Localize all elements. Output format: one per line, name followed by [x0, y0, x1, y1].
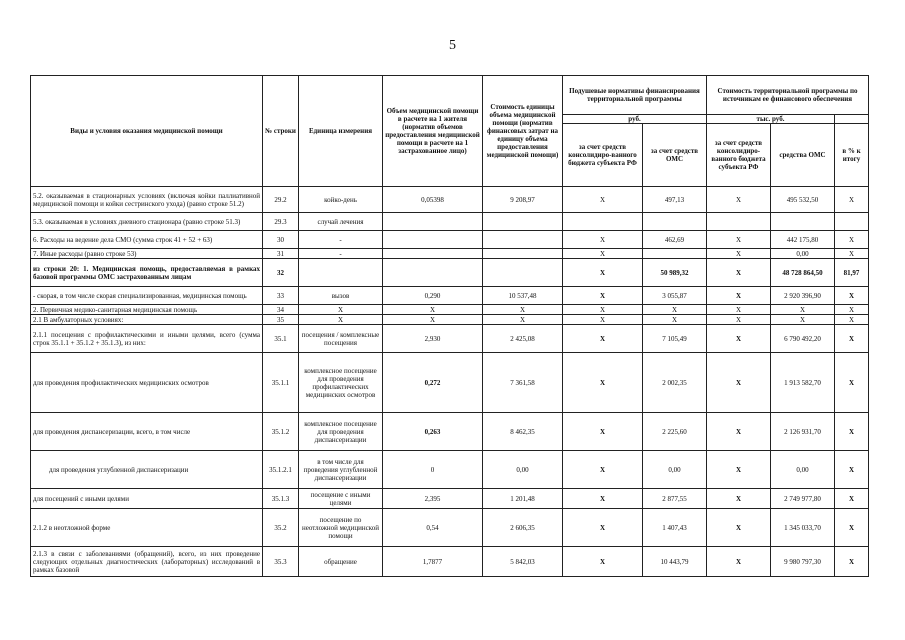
- header-unit-rub: руб.: [563, 115, 707, 124]
- row-volume: 0,263: [383, 413, 483, 451]
- row-norm-oms: 10 443,79: [643, 547, 707, 577]
- header-row-number: № строки: [263, 76, 299, 187]
- row-cost-oms: 2 749 977,80: [771, 489, 835, 509]
- table-row: [31, 413, 869, 451]
- row-number: 31: [263, 249, 299, 259]
- row-cost-oms: 0,00: [771, 249, 835, 259]
- table-row: [31, 213, 869, 231]
- row-norm-oms: 1 407,43: [643, 509, 707, 547]
- row-unit: посещения / комплексные посещения: [299, 325, 383, 353]
- row-volume: 2,395: [383, 489, 483, 509]
- row-norm-budget: [563, 213, 643, 231]
- header-cost-oms: средства ОМС: [771, 124, 835, 187]
- row-cost-oms: X: [771, 315, 835, 325]
- row-cost-oms: 0,00: [771, 451, 835, 489]
- row-norm-budget: X: [563, 489, 643, 509]
- row-percent: X: [835, 547, 869, 577]
- table-row: [31, 249, 869, 259]
- row-name: 7. Иные расходы (равно строке 53): [31, 249, 263, 259]
- row-name: для посещений с иными целями: [31, 489, 263, 509]
- row-percent: X: [835, 315, 869, 325]
- row-cost-budget: X: [707, 547, 771, 577]
- row-norm-oms: [643, 213, 707, 231]
- row-unit: посещение с иными целями: [299, 489, 383, 509]
- row-percent: X: [835, 451, 869, 489]
- row-percent: 81,97: [835, 259, 869, 287]
- header-program-cost: Стоимость территориальной программы по источникам ее финансового обеспечения: [707, 76, 869, 115]
- row-volume: [383, 231, 483, 249]
- row-percent: X: [835, 353, 869, 413]
- row-cost: 5 842,03: [483, 547, 563, 577]
- row-unit: -: [299, 231, 383, 249]
- table-row: [31, 231, 869, 249]
- row-norm-oms: 2 002,35: [643, 353, 707, 413]
- row-norm-oms: 0,00: [643, 451, 707, 489]
- row-number: 35: [263, 315, 299, 325]
- row-cost-budget: X: [707, 509, 771, 547]
- row-number: 35.1.2.1: [263, 451, 299, 489]
- row-number: 35.3: [263, 547, 299, 577]
- row-number: 35.2: [263, 509, 299, 547]
- row-percent: [835, 213, 869, 231]
- table-row: [31, 353, 869, 413]
- row-percent: X: [835, 489, 869, 509]
- row-norm-oms: 3 055,87: [643, 287, 707, 305]
- row-percent: X: [835, 187, 869, 213]
- row-norm-budget: X: [563, 187, 643, 213]
- row-percent: X: [835, 305, 869, 315]
- table-row: [31, 259, 869, 287]
- row-volume: X: [383, 305, 483, 315]
- header-unit-thous-rub: тыс. руб.: [707, 115, 835, 124]
- table-row: [31, 305, 869, 315]
- row-cost: 0,00: [483, 451, 563, 489]
- row-cost: 2 425,08: [483, 325, 563, 353]
- row-percent: X: [835, 231, 869, 249]
- row-percent: X: [835, 287, 869, 305]
- row-number: 35.1.2: [263, 413, 299, 451]
- row-cost: 1 201,48: [483, 489, 563, 509]
- row-percent: X: [835, 413, 869, 451]
- row-cost: 8 462,35: [483, 413, 563, 451]
- row-cost-oms: 442 175,80: [771, 231, 835, 249]
- row-name: из строки 20: 1. Медицинская помощь, предоставляемая в рамках базовой программы ОМС застрахованным лицам: [31, 259, 263, 287]
- row-norm-budget: X: [563, 547, 643, 577]
- row-norm-budget: X: [563, 413, 643, 451]
- row-name: 5.2. оказываемая в стационарных условиях (включая койки паллиативной медицинской помощи и койки сестринского ухода) (равно строке 51.2): [31, 187, 263, 213]
- table-row: [31, 315, 869, 325]
- header-norm-budget: за счет средств консолидиро-ванного бюджета субъекта РФ: [563, 124, 643, 187]
- row-norm-budget: X: [563, 259, 643, 287]
- table-row: [31, 451, 869, 489]
- row-norm-budget: X: [563, 231, 643, 249]
- table-row: [31, 547, 869, 577]
- row-cost-budget: X: [707, 489, 771, 509]
- row-name: 2.1.3 в связи с заболеваниями (обращений), всего, из них проведение следующих отдельных диагностических (лабораторных) исследований в рамках базовой: [31, 547, 263, 577]
- row-name: для проведения профилактических медицинских осмотров: [31, 353, 263, 413]
- row-norm-oms: 7 105,49: [643, 325, 707, 353]
- row-cost: [483, 213, 563, 231]
- row-percent: X: [835, 509, 869, 547]
- row-volume: 2,930: [383, 325, 483, 353]
- row-percent: X: [835, 249, 869, 259]
- row-cost-oms: X: [771, 305, 835, 315]
- row-number: 30: [263, 231, 299, 249]
- row-volume: 0,54: [383, 509, 483, 547]
- row-unit: посещение по неотложной медицинской помощи: [299, 509, 383, 547]
- row-cost: [483, 259, 563, 287]
- header-unit-cost: Стоимость единицы объема медицинской помощи (норматив финансовых затрат на единицу объема предоставления медицинской помощи): [483, 76, 563, 187]
- row-cost: [483, 249, 563, 259]
- row-volume: 1,7877: [383, 547, 483, 577]
- header-per-capita-norms: Подушевые нормативы финансирования территориальной программы: [563, 76, 707, 115]
- row-volume: 0,05398: [383, 187, 483, 213]
- row-norm-budget: X: [563, 509, 643, 547]
- row-number: 29.3: [263, 213, 299, 231]
- funding-table: [30, 75, 869, 577]
- row-volume: 0,290: [383, 287, 483, 305]
- row-cost: X: [483, 305, 563, 315]
- row-cost-budget: X: [707, 413, 771, 451]
- row-norm-oms: [643, 249, 707, 259]
- row-cost-budget: X: [707, 315, 771, 325]
- row-norm-oms: X: [643, 305, 707, 315]
- row-unit: койко-день: [299, 187, 383, 213]
- row-volume: 0,272: [383, 353, 483, 413]
- row-name: 2.1.1 посещения с профилактическими и иными целями, всего (сумма строк 35.1.1 + 35.1.2 + 35.1.3), из них:: [31, 325, 263, 353]
- row-unit: X: [299, 315, 383, 325]
- row-unit: комплексное посещение для проведения диспансеризации: [299, 413, 383, 451]
- table-row: [31, 509, 869, 547]
- row-number: 33: [263, 287, 299, 305]
- table-row: [31, 287, 869, 305]
- row-name: - скорая, в том числе скорая специализированная, медицинская помощь: [31, 287, 263, 305]
- row-norm-oms: 497,13: [643, 187, 707, 213]
- row-volume: [383, 259, 483, 287]
- row-cost-oms: 6 790 492,20: [771, 325, 835, 353]
- row-number: 29.2: [263, 187, 299, 213]
- row-name: 2.1 В амбулаторных условиях:: [31, 315, 263, 325]
- row-name: для проведения диспансеризации, всего, в том числе: [31, 413, 263, 451]
- row-cost-budget: X: [707, 451, 771, 489]
- row-number: 35.1.3: [263, 489, 299, 509]
- row-cost-budget: X: [707, 187, 771, 213]
- header-types: Виды и условия оказания медицинской помощи: [31, 76, 263, 187]
- header-volume: Объем медицинской помощи в расчете на 1 жителя (норматив объемов предоставления медицинской помощи в расчете на 1 застрахованное лицо): [383, 76, 483, 187]
- row-cost-oms: 9 980 797,30: [771, 547, 835, 577]
- row-cost-oms: 2 126 931,70: [771, 413, 835, 451]
- table-row: [31, 187, 869, 213]
- row-number: 35.1.1: [263, 353, 299, 413]
- row-number: 32: [263, 259, 299, 287]
- row-norm-oms: 2 877,55: [643, 489, 707, 509]
- row-unit: X: [299, 305, 383, 315]
- row-norm-budget: X: [563, 249, 643, 259]
- row-cost-budget: X: [707, 259, 771, 287]
- row-cost-budget: X: [707, 353, 771, 413]
- row-norm-oms: X: [643, 315, 707, 325]
- row-cost-oms: 48 728 864,50: [771, 259, 835, 287]
- row-norm-budget: X: [563, 451, 643, 489]
- row-name: 5.3. оказываемая в условиях дневного стационара (равно строке 51.3): [31, 213, 263, 231]
- row-norm-budget: X: [563, 315, 643, 325]
- row-cost: 9 208,97: [483, 187, 563, 213]
- row-number: 34: [263, 305, 299, 315]
- row-cost-oms: 1 345 033,70: [771, 509, 835, 547]
- row-unit: в том числе для проведения углубленной диспансеризации: [299, 451, 383, 489]
- row-cost-budget: X: [707, 231, 771, 249]
- row-cost-budget: X: [707, 305, 771, 315]
- row-norm-budget: X: [563, 305, 643, 315]
- row-norm-oms: 462,69: [643, 231, 707, 249]
- row-norm-budget: X: [563, 353, 643, 413]
- row-unit: комплексное посещение для проведения профилактических медицинских осмотров: [299, 353, 383, 413]
- row-name: для проведения углубленной диспансеризации: [31, 451, 263, 489]
- row-cost: 10 537,48: [483, 287, 563, 305]
- row-name: 6. Расходы на ведение дела СМО (сумма строк 41 + 52 + 63): [31, 231, 263, 249]
- header-blank: [835, 115, 869, 124]
- header-unit: Единица измерения: [299, 76, 383, 187]
- row-volume: X: [383, 315, 483, 325]
- row-norm-oms: 2 225,60: [643, 413, 707, 451]
- row-volume: [383, 249, 483, 259]
- row-name: 2. Первичная медико-санитарная медицинская помощь: [31, 305, 263, 315]
- row-unit: случай лечения: [299, 213, 383, 231]
- row-cost-oms: 495 532,50: [771, 187, 835, 213]
- row-cost-budget: [707, 213, 771, 231]
- row-percent: X: [835, 325, 869, 353]
- row-unit: [299, 259, 383, 287]
- header-percent: в % к итогу: [835, 124, 869, 187]
- table-row: [31, 325, 869, 353]
- row-cost: 7 361,58: [483, 353, 563, 413]
- row-volume: [383, 213, 483, 231]
- row-norm-oms: 50 989,32: [643, 259, 707, 287]
- row-number: 35.1: [263, 325, 299, 353]
- row-cost: 2 606,35: [483, 509, 563, 547]
- row-volume: 0: [383, 451, 483, 489]
- row-cost-budget: X: [707, 325, 771, 353]
- table-row: [31, 489, 869, 509]
- row-cost: X: [483, 315, 563, 325]
- row-cost-budget: X: [707, 287, 771, 305]
- row-cost: [483, 231, 563, 249]
- page-number: 5: [449, 38, 456, 53]
- row-norm-budget: X: [563, 325, 643, 353]
- row-cost-oms: [771, 213, 835, 231]
- row-unit: обращение: [299, 547, 383, 577]
- header-norm-oms: за счет средств ОМС: [643, 124, 707, 187]
- header-cost-budget: за счет средств консолидиро-ванного бюджета субъекта РФ: [707, 124, 771, 187]
- row-unit: -: [299, 249, 383, 259]
- row-name: 2.1.2 в неотложной форме: [31, 509, 263, 547]
- row-norm-budget: X: [563, 287, 643, 305]
- row-cost-oms: 2 920 396,90: [771, 287, 835, 305]
- row-cost-oms: 1 913 582,70: [771, 353, 835, 413]
- row-cost-budget: X: [707, 249, 771, 259]
- row-unit: вызов: [299, 287, 383, 305]
